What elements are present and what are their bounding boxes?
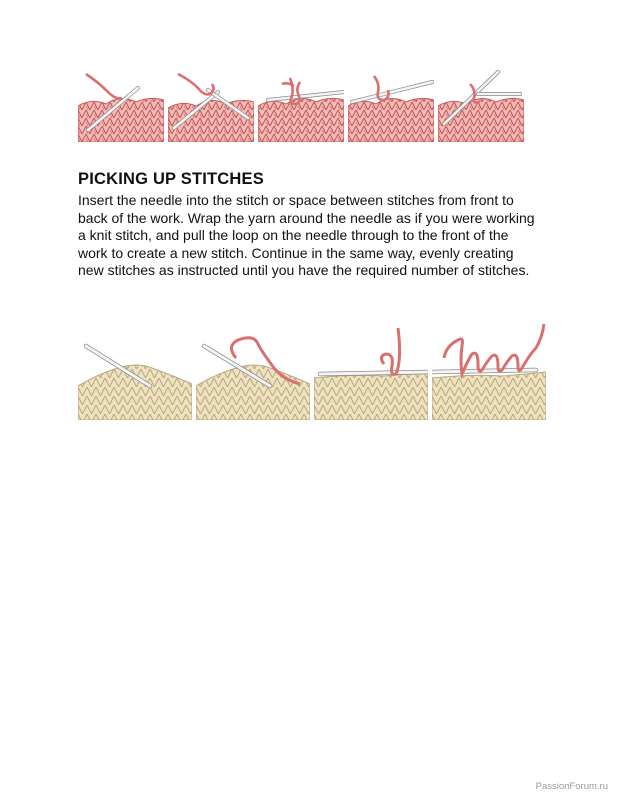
knitting-step-4-illustration	[348, 70, 434, 142]
knitting-illustration-row	[78, 70, 524, 142]
pickup-step-3-illustration	[314, 324, 428, 420]
pickup-step-2-illustration	[196, 324, 310, 420]
knitting-step-3-illustration	[258, 70, 344, 142]
instruction-paragraph: Insert the needle into the stitch or space between stitches from front to back of the work. Wrap the yarn around the needle as if you were working a knit stitch, and pull the loop on the needle through to the front of the work to create a new stitch. Continue in the same way, evenly creating new stitches as instructed until you have the required number of stitches.	[78, 192, 535, 279]
pickup-step-1-illustration	[78, 324, 192, 420]
knitting-step-1-illustration	[78, 70, 164, 142]
pickup-illustration-row	[78, 324, 546, 420]
section-heading: PICKING UP STITCHES	[78, 170, 264, 188]
pickup-step-4-illustration	[432, 324, 546, 420]
knitting-step-5-illustration	[438, 70, 524, 142]
watermark: PassionForum.ru	[535, 781, 608, 792]
knitting-step-2-illustration	[168, 70, 254, 142]
